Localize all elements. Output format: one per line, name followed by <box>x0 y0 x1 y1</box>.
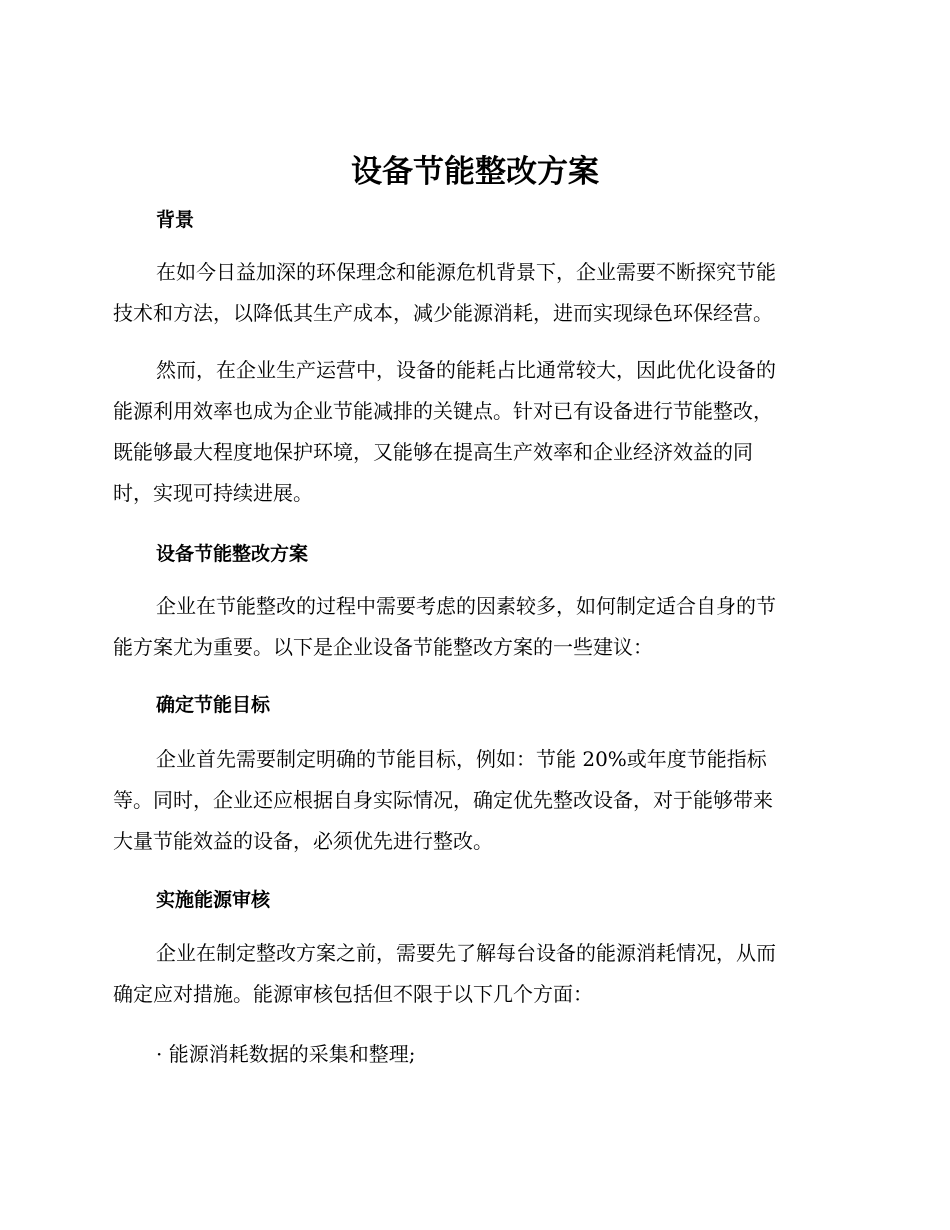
audit-paragraph-1 <box>113 933 835 1015</box>
paragraph-line: 确定应对措施。能源审核包括但不限于以下几个方面： <box>113 982 593 1006</box>
section-heading-audit: 实施能源审核 <box>156 889 271 911</box>
section-heading-background: 背景 <box>156 209 195 231</box>
paragraph-line: 企业首先需要制定明确的节能目标，例如：节能 20%或年度节能指标 <box>156 747 767 771</box>
background-paragraph-2 <box>113 350 835 514</box>
paragraph-line: 时，实现可持续进展。 <box>113 481 313 505</box>
paragraph-line: 然而，在企业生产运营中，设备的能耗占比通常较大，因此优化设备的 <box>156 358 776 382</box>
target-paragraph-1 <box>113 739 835 862</box>
plan-paragraph-1 <box>113 586 835 668</box>
paragraph-line: 等。同时，企业还应根据自身实际情况，确定优先整改设备，对于能够带来 <box>113 788 773 812</box>
list-item: · 能源消耗数据的采集和整理; <box>156 1042 416 1066</box>
paragraph-line: 能方案尤为重要。以下是企业设备节能整改方案的一些建议： <box>113 635 653 659</box>
paragraph-line: 企业在节能整改的过程中需要考虑的因素较多，如何制定适合自身的节 <box>156 594 776 618</box>
paragraph-line: 既能够最大程度地保护环境，又能够在提高生产效率和企业经济效益的同 <box>113 440 753 464</box>
section-heading-plan: 设备节能整改方案 <box>156 543 309 565</box>
paragraph-line: 在如今日益加深的环保理念和能源危机背景下，企业需要不断探究节能 <box>156 260 776 284</box>
paragraph-line: 能源利用效率也成为企业节能减排的关键点。针对已有设备进行节能整改， <box>113 399 773 423</box>
document-title: 设备节能整改方案 <box>351 154 599 190</box>
paragraph-line: 技术和方法，以降低其生产成本，减少能源消耗，进而实现绿色环保经营。 <box>113 301 773 325</box>
paragraph-line: 企业在制定整改方案之前，需要先了解每台设备的能源消耗情况，从而 <box>156 941 776 965</box>
paragraph-line: 大量节能效益的设备，必须优先进行整改。 <box>113 829 493 853</box>
background-paragraph-1 <box>113 252 835 334</box>
section-heading-target: 确定节能目标 <box>156 694 271 716</box>
